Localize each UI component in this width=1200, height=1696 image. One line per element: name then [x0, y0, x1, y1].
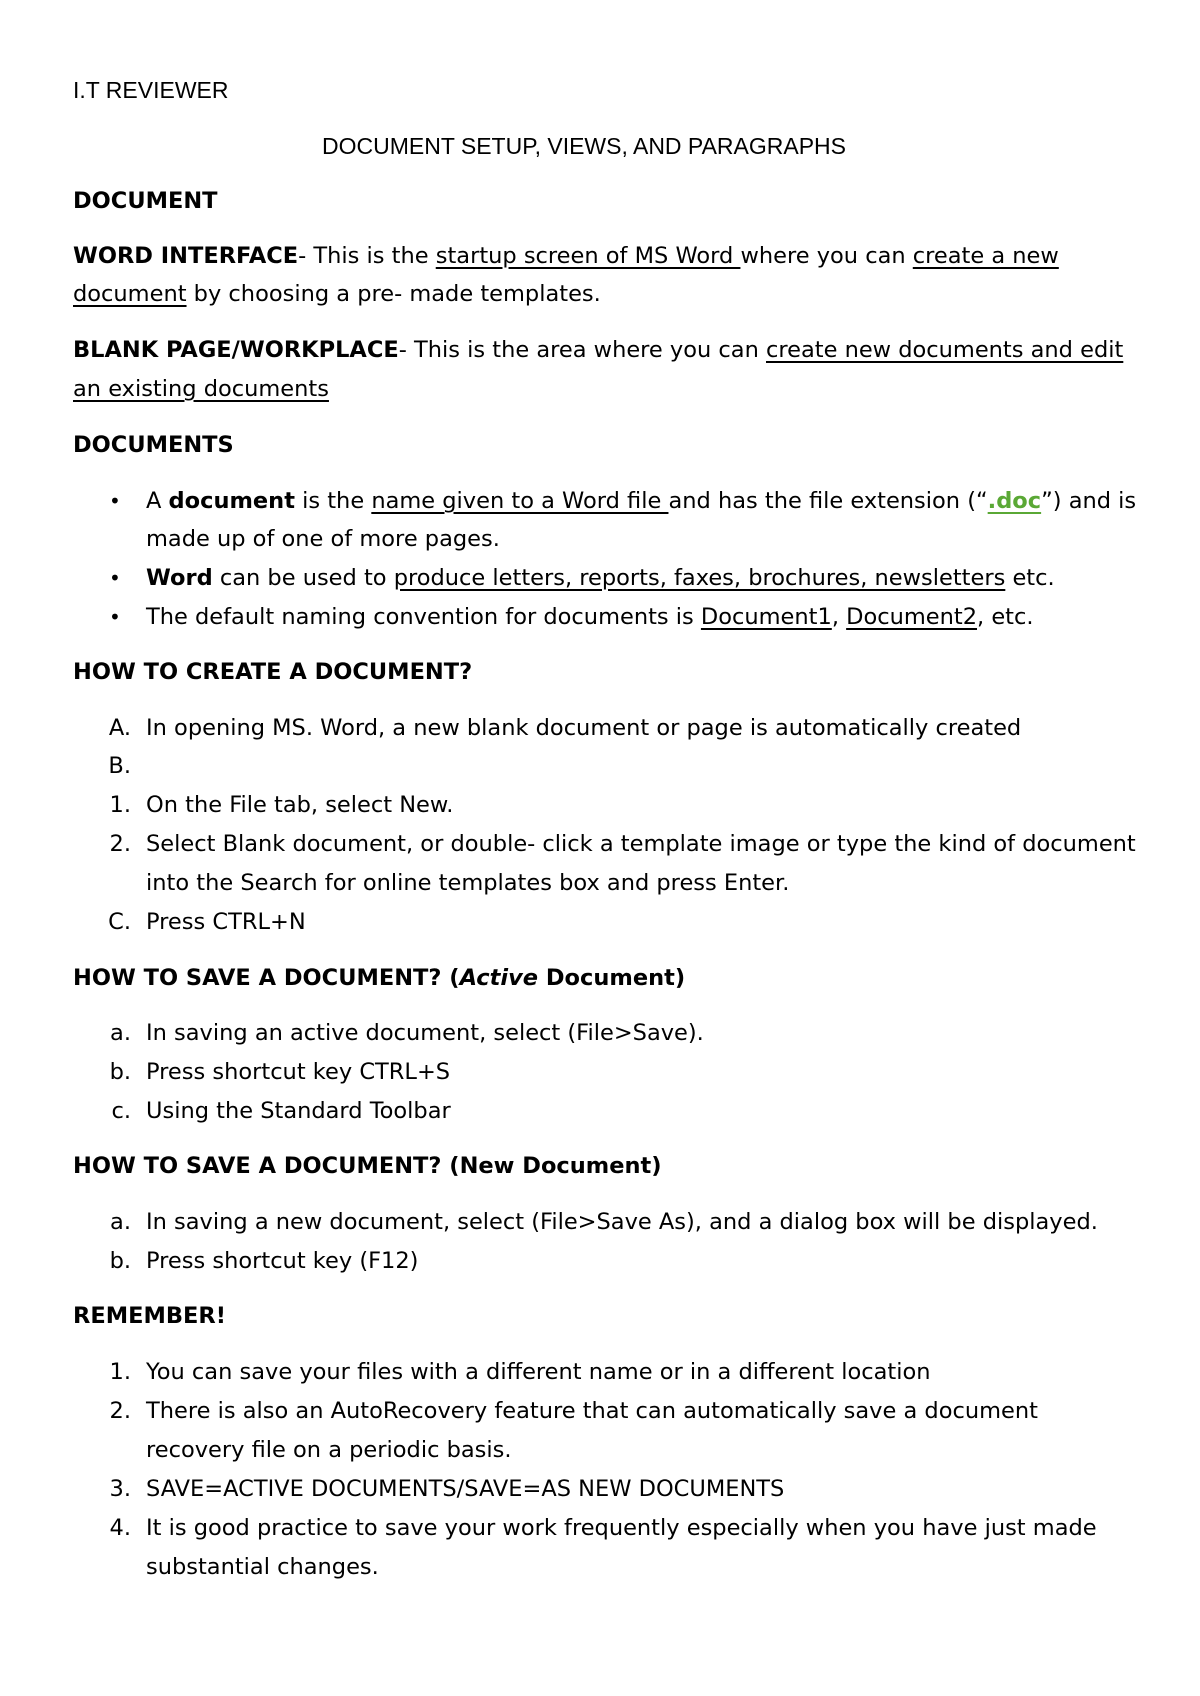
list-marker: 1.	[109, 792, 131, 818]
list-marker: 4.	[109, 1515, 131, 1541]
bullet-icon: •	[109, 605, 121, 629]
blank-page-paragraph: BLANK PAGE/WORKPLACE- This is the area where you can create new documents and edit	[73, 337, 1124, 363]
section-heading-document: DOCUMENT	[73, 188, 218, 214]
section-heading-create: HOW TO CREATE A DOCUMENT?	[73, 659, 473, 685]
word-interface-paragraph: WORD INTERFACE- This is the startup screen of MS Word where you can create a new	[73, 243, 1059, 269]
list-marker: B.	[108, 753, 131, 779]
list-item: A document is the name given to a Word file and has the file extension (“.doc”) and is	[146, 488, 1137, 514]
bullet-icon: •	[109, 566, 121, 590]
section-heading-save-new: HOW TO SAVE A DOCUMENT? (New Document)	[73, 1153, 662, 1179]
list-marker: c.	[111, 1098, 131, 1124]
bullet-icon: •	[109, 489, 121, 513]
list-item: The default naming convention for documents is Document1, Document2, etc.	[146, 604, 1034, 630]
list-marker: C.	[108, 909, 131, 935]
list-item: It is good practice to save your work frequently especially when you have just made	[146, 1515, 1097, 1541]
term-word-interface: WORD INTERFACE	[73, 243, 299, 269]
list-marker: A.	[108, 715, 131, 741]
list-marker: 1.	[109, 1359, 131, 1385]
list-item: In saving an active document, select (File>Save).	[146, 1020, 704, 1046]
section-heading-save-active: HOW TO SAVE A DOCUMENT? (Active Document)	[73, 965, 686, 991]
blank-page-paragraph-line2: an existing documents	[73, 376, 329, 402]
list-item-continued: made up of one of more pages.	[146, 526, 500, 552]
list-item: Select Blank document, or double- click a template image or type the kind of document	[146, 831, 1136, 857]
file-extension: .doc	[987, 488, 1042, 514]
page-title: DOCUMENT SETUP, VIEWS, AND PARAGRAPHS	[322, 133, 846, 159]
list-item: Press CTRL+N	[146, 909, 306, 935]
list-item: Word can be used to produce letters, reports, faxes, brochures, newsletters etc.	[146, 565, 1055, 591]
list-marker: 3.	[109, 1476, 131, 1502]
list-item: There is also an AutoRecovery feature that can automatically save a document	[146, 1398, 1038, 1424]
list-item: SAVE=ACTIVE DOCUMENTS/SAVE=AS NEW DOCUMENTS	[146, 1476, 785, 1502]
list-item: Using the Standard Toolbar	[146, 1098, 451, 1124]
list-item-continued: recovery file on a periodic basis.	[146, 1437, 512, 1463]
list-marker: 2.	[109, 831, 131, 857]
list-marker: a.	[110, 1209, 131, 1235]
list-item: In opening MS. Word, a new blank document or page is automatically created	[146, 715, 1022, 741]
term-blank-page: BLANK PAGE/WORKPLACE	[73, 337, 399, 363]
list-item: In saving a new document, select (File>Save As), and a dialog box will be displayed.	[146, 1209, 1098, 1235]
word-interface-paragraph-line2: document by choosing a pre- made templates.	[73, 281, 601, 307]
section-heading-documents: DOCUMENTS	[73, 432, 234, 458]
list-item: On the File tab, select New.	[146, 792, 454, 818]
list-item-continued: substantial changes.	[146, 1554, 379, 1580]
list-item: Press shortcut key CTRL+S	[146, 1059, 451, 1085]
list-item-continued: into the Search for online templates box and press Enter.	[146, 870, 790, 896]
list-marker: a.	[110, 1020, 131, 1046]
section-heading-remember: REMEMBER!	[73, 1303, 226, 1329]
list-marker: b.	[109, 1059, 131, 1085]
list-marker: b.	[109, 1248, 131, 1274]
list-item: You can save your files with a different name or in a different location	[146, 1359, 931, 1385]
list-item: Press shortcut key (F12)	[146, 1248, 419, 1274]
reviewer-label: I.T REVIEWER	[73, 77, 229, 103]
list-marker: 2.	[109, 1398, 131, 1424]
